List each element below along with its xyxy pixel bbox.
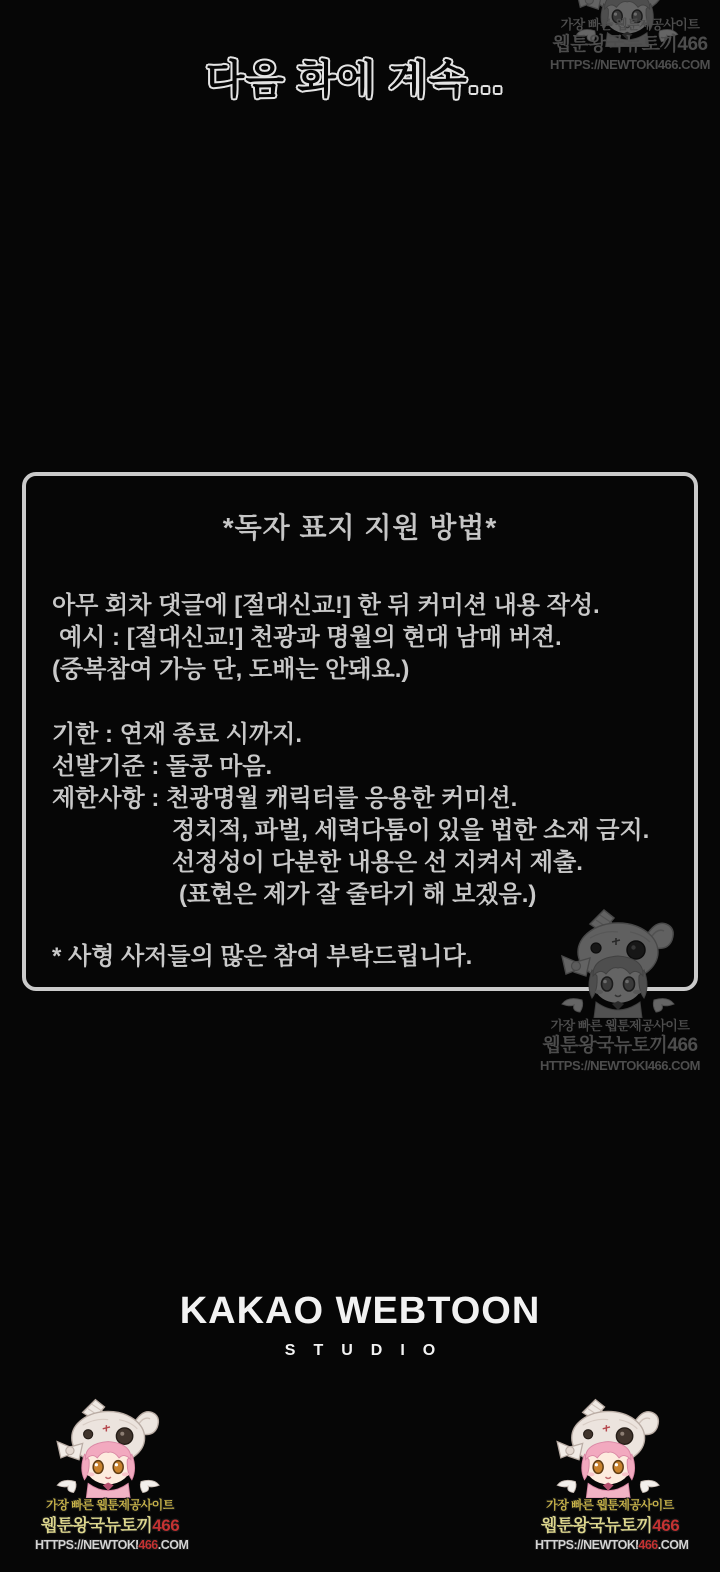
notice-line: 선정성이 다분한 내용은 선 지켜서 제출. <box>172 849 583 876</box>
notice-title: *독자 표지 지원 방법* <box>222 512 498 543</box>
watermark-url: HTTPS://NEWTOKI466.COM <box>35 1538 189 1552</box>
watermark-bottom-left <box>35 1396 189 1553</box>
notice-line: 선발기준 : 돌콩 마음. <box>52 753 273 780</box>
watermark-tagline: 가장 빠른 웹툰제공사이트 <box>560 17 700 32</box>
bunny-mascot-icon <box>35 1396 185 1498</box>
watermark-text <box>546 0 714 72</box>
bunny-mascot-icon <box>535 1396 685 1498</box>
notice-line: 기한 : 연재 종료 시까지. <box>52 721 302 748</box>
watermark-site-name: 웹툰왕국뉴토끼466 <box>552 34 708 55</box>
spacer <box>52 546 684 590</box>
notice-line: 정치적, 파벌, 세력다툼이 있을 법한 소재 금지. <box>172 817 650 844</box>
watermark-middle-right <box>534 906 706 1073</box>
watermark-url: HTTPS://NEWTOKI466.COM <box>550 57 710 72</box>
kakao-webtoon-studio-logo <box>0 1290 720 1360</box>
to-be-continued-text: 다음 화에 계속... <box>205 58 505 102</box>
watermark-tagline: 가장 빠른 웹툰제공사이트 <box>546 1498 674 1512</box>
watermark-tagline: 가장 빠른 웹툰제공사이트 <box>46 1498 174 1512</box>
watermark-url: HTTPS://NEWTOKI466.COM <box>540 1058 700 1073</box>
watermark-bottom-right <box>535 1396 689 1553</box>
watermark-site-name: 웹툰왕국뉴토끼466 <box>540 1516 680 1535</box>
logo-brand-text: KAKAO WEBTOON <box>179 1290 541 1332</box>
watermark-url: HTTPS://NEWTOKI466.COM <box>535 1538 689 1552</box>
watermark-site-name: 웹툰왕국뉴토끼466 <box>40 1516 180 1535</box>
notice-line: (표현은 제가 잘 줄타기 해 보겠음.) <box>179 881 537 908</box>
notice-line: 예시 : [절대신교!] 천광과 명월의 현대 남매 버젼. <box>59 624 562 651</box>
bunny-mascot-icon <box>534 906 706 1018</box>
logo-sub-text: STUDIO <box>284 1342 454 1359</box>
notice-footer-note: * 사형 사저들의 많은 참여 부탁드립니다. <box>52 943 473 970</box>
notice-line: (중복참여 가능 단, 도배는 안돼요.) <box>52 656 410 683</box>
watermark-top-right <box>546 0 714 72</box>
watermark-tagline: 가장 빠른 웹툰제공사이트 <box>550 1018 690 1033</box>
watermark-site-name: 웹툰왕국뉴토끼466 <box>542 1035 698 1056</box>
notice-line: 제한사항 : 천광명월 캐릭터를 응용한 커미션. <box>52 785 518 812</box>
spacer <box>52 686 684 719</box>
notice-line: 아무 회차 댓글에 [절대신교!] 한 뒤 커미션 내용 작성. <box>52 592 600 619</box>
